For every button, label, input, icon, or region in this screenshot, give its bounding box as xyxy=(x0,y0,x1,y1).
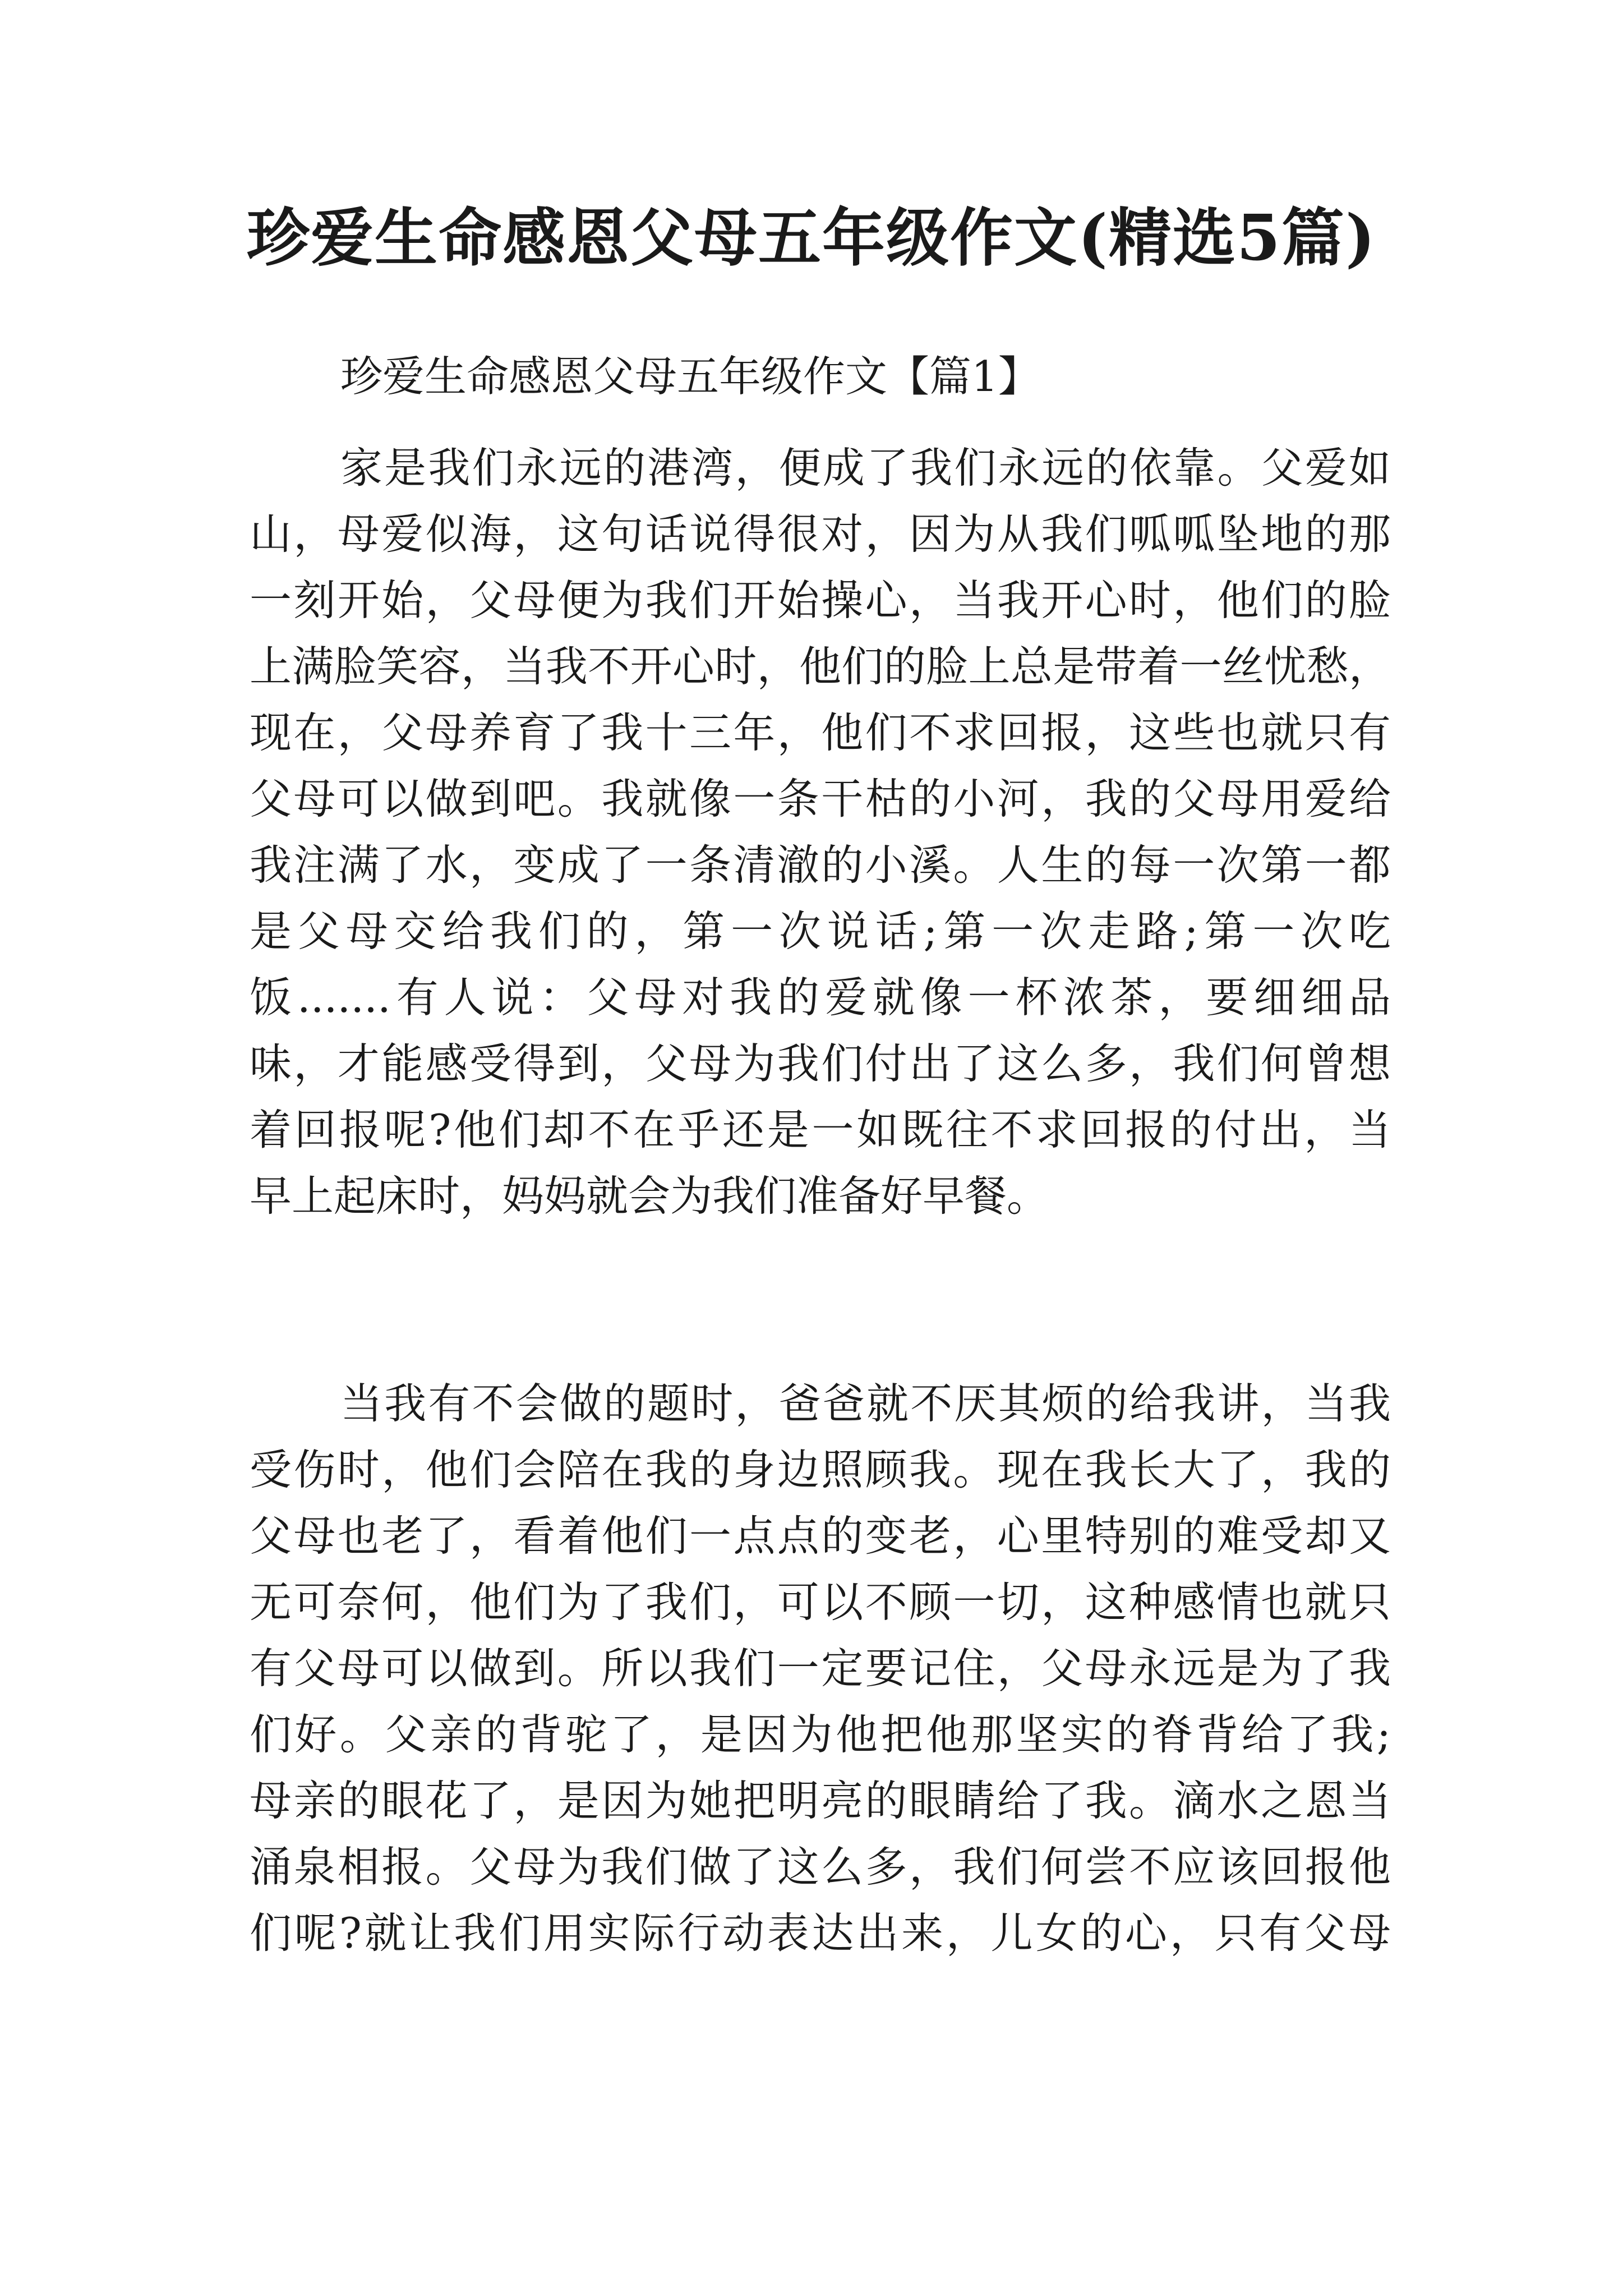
paragraph-line: 现在，父母养育了我十三年，他们不求回报，这些也就只有 xyxy=(250,708,1391,757)
paragraph-line: 受伤时，他们会陪在我的身边照顾我。现在我长大了，我的 xyxy=(250,1445,1391,1494)
paragraph-line: 父母也老了，看着他们一点点的变老，心里特别的难受却又 xyxy=(250,1511,1391,1561)
paragraph-line: 早上起床时，妈妈就会为我们准备好早餐。 xyxy=(250,1171,1049,1221)
paragraph-line: 上满脸笑容，当我不开心时，他们的脸上总是带着一丝忧愁， xyxy=(250,642,1391,691)
paragraph-line: 有父母可以做到。所以我们一定要记住，父母永远是为了我 xyxy=(250,1644,1391,1693)
paragraph-2 xyxy=(250,1370,1391,1966)
paragraph-line: 家是我们永远的港湾，便成了我们永远的依靠。父爱如 xyxy=(340,443,1391,493)
paragraph-line: 味，才能感受得到，父母为我们付出了这么多，我们何曾想 xyxy=(250,1039,1391,1088)
paragraph-line: 我注满了水，变成了一条清澈的小溪。人生的每一次第一都 xyxy=(250,840,1391,890)
paragraph-line: 父母可以做到吧。我就像一条干枯的小河，我的父母用爱给 xyxy=(250,774,1391,823)
paragraph-line: 一刻开始，父母便为我们开始操心，当我开心时，他们的脸 xyxy=(250,576,1391,625)
paragraph-line: 当我有不会做的题时，爸爸就不厌其烦的给我讲，当我 xyxy=(340,1379,1391,1428)
paragraph-line: 们好。父亲的背驼了，是因为他把他那坚实的脊背给了我; xyxy=(250,1710,1391,1759)
paragraph-1 xyxy=(250,435,1391,1229)
paragraph-line: 涌泉相报。父母为我们做了这么多，我们何尝不应该回报他 xyxy=(250,1842,1391,1892)
paragraph-line: 母亲的眼花了，是因为她把明亮的眼睛给了我。滴水之恩当 xyxy=(250,1776,1391,1825)
section-heading: 珍爱生命感恩父母五年级作文【篇1】 xyxy=(340,352,1040,401)
paragraph-line: 们呢?就让我们用实际行动表达出来，儿女的心，只有父母 xyxy=(250,1908,1391,1958)
paragraph-line: 是父母交给我们的，第一次说话;第一次走路;第一次吃 xyxy=(250,907,1391,956)
paragraph-line: 山，母爱似海，这句话说得很对，因为从我们呱呱坠地的那 xyxy=(250,509,1391,559)
paragraph-line: 饭.......有人说：父母对我的爱就像一杯浓茶，要细细品 xyxy=(250,973,1391,1022)
document-title: 珍爱生命感恩父母五年级作文(精选5篇) xyxy=(247,201,1376,275)
paragraph-line: 无可奈何，他们为了我们，可以不顾一切，这种感情也就只 xyxy=(250,1577,1391,1627)
paragraph-line: 着回报呢?他们却不在乎还是一如既往不求回报的付出，当 xyxy=(250,1105,1391,1154)
